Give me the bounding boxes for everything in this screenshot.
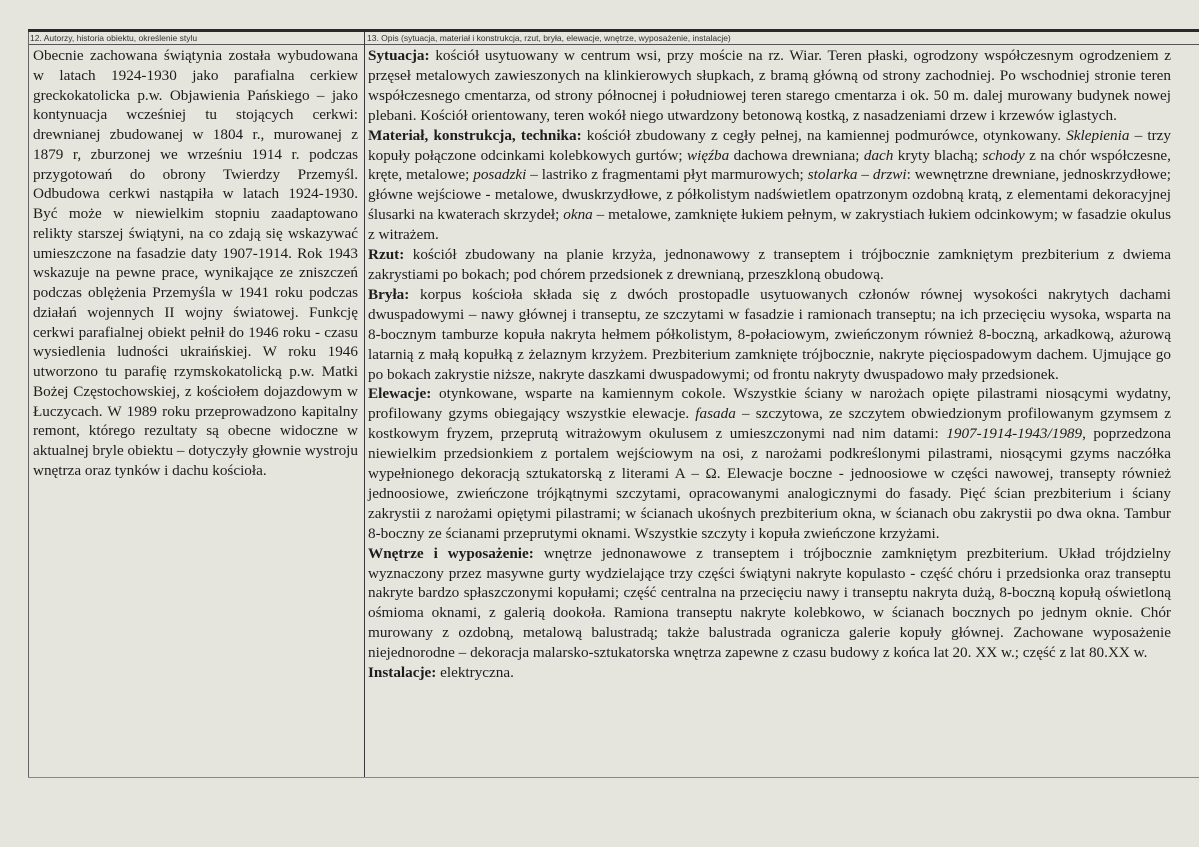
- material-text-2: – trzy kopuły połączone odcinkami kolebkowych gurtów;: [368, 126, 1171, 164]
- material-term-dach: dach: [863, 146, 894, 164]
- material-label: Materiał, konstrukcja, technika:: [368, 126, 582, 144]
- rzut-text: kościół zbudowany na planie krzyża, jednonawowy z transeptem i trójbocznie zamkniętym prezbiterium z dwiema zakrystiami po bokach; pod chórem przedsionek z drewnianą, przeszkloną obudową.: [368, 246, 1171, 283]
- sytuacja-label: Sytuacja:: [368, 47, 430, 64]
- bryla-text: korpus kościoła składa się z dwóch prostopadle usytuowanych członów równej wysokości nakrytych dachami dwuspadowymi – nawy głównej i transeptu, ze szczytami w fasadzie i ramionach transeptu; na ich przecięciu wysoka, wsparta na 8-bocznym tamburze kopuła nakryta hełmem półkolistym, 8-połaciowym, zwieńczonym również 8-boczną, arkadkową, ażurową latarnią z małą kopułką z żelaznym krzyżem. Prezbiterium zamknięte trójbocznie, nakryte pięciospadowym dachem. Ujmujące go po bokach zakrystie niższe, nakryte daszkami dwuspadowymi; od frontu nakryty dwuspadowo mały przedsionek.: [368, 285, 1171, 383]
- wnetrze-label: Wnętrze i wyposażenie:: [368, 544, 534, 562]
- material-term-okna: okna: [563, 206, 593, 224]
- history-text: Obecnie zachowana świątynia została wybudowana w latach 1924-1930 jako parafialna cerkiew greckokatolicka p.w. Objawienia Pańskiego – jako kontynuacja wcześniej tu stojących cerkwi: drewnianej zbudowanej w 1804 r., murowanej z 1879 r, zburzonej we wrześniu 1914 r. podczas przygotowań do obrony Twierdzy Przemyśl. Odbudowa cerkwi nastąpiła w latach 1924-1930. Być może w niewielkim stopniu zaadaptowano relikty starszej świątyni, na co zdają się wskazywać umieszczone na fasadzie daty 1907-1914. Rok 1943 wskazuje na pewne prace, wynikające ze zniszczeń podczas oblężenia Przemyśla w 1941 roku podczas działań wojennych II wojny światowej. Funkcję cerkwi parafialnej obiekt pełnił do 1946 roku - czasu wysiedlenia ludności ukraińskiej. W roku 1946 utworzono tu parafię rzymskokatolicką p.w. Matki Bożej Częstochowskiej, z kościołem dojazdowym w Łuczycach. W 1989 roku przeprowadzono kapitalny remont, którego rezultaty są obecne widoczne w aktualnej bryle obiektu – dotyczyły głownie wystroju wnętrza oraz tynków i dachu kościoła.: [33, 47, 358, 479]
- material-term-wiezba: więźba: [686, 146, 730, 164]
- rzut-label: Rzut:: [368, 246, 405, 264]
- elewacje-term-fasada: fasada: [695, 405, 736, 423]
- instalacje-text: elektryczna.: [436, 664, 514, 682]
- material-text-7: : wewnętrzne drewniane, jednoskrzydłowe; główne wejściowe - metalowe, dwuskrzydłowe, z półkolistym nadświetlem opatrzonym ozdobną kratą, z elementami dekoracyjnej ślusarki na kwaterach skrzydeł;: [368, 166, 1171, 224]
- elewacje-text-2: – szczytowa, ze szczytem obwiedzionym profilowanym gzymsem z kostkowym fryzem, przeprutą witrażowym okulusem z umieszczonymi nad nim datami:: [368, 405, 1171, 443]
- left-border: [28, 32, 29, 777]
- history-column: [33, 46, 358, 481]
- description-column: [368, 46, 1171, 683]
- elewacje-label: Elewacje:: [368, 385, 432, 403]
- section-elewacje: [368, 384, 1171, 543]
- left-column-header: 12. Autorzy, historia obiektu, określenie stylu: [30, 33, 198, 43]
- bryla-label: Bryła:: [368, 285, 410, 303]
- material-text-6: – lastriko z fragmentami płyt marmurowych;: [526, 166, 808, 184]
- section-bryla: [368, 285, 1171, 385]
- right-column-header: 13. Opis (sytuacja, materiał i konstrukcja, rzut, bryła, elewacje, wnętrze, wyposażenie, instalacje): [367, 33, 731, 43]
- section-instalacje: [368, 663, 1171, 683]
- wnetrze-text: wnętrze jednonawowe z transeptem i trójbocznie zamkniętym prezbiterium. Układ trójdzielny wyznaczony przez masywne gurty wydzielające trzy części świątyni nakryte kopulasto - część chóru i przedsionka oraz transeptu nakryte bardzo spłaszczonymi kopułami; część centralna na przecięciu nawy i transeptu nakryta dużą, 8-boczną kopułą oświetloną ośmioma oknami, z galerią dookoła. Ramiona transeptu nakryte kolebkowo, w ścianach bocznych po jednym oknie. Chór murowany z ozdobną, metalową balustradą; także balustrada ogranicza galerie kopuły głównej. Zachowane wyposażenie niejednorodne – dekoracja malarsko-sztukatorska wnętrza zapewne z czasu budowy z końca lat 20. XX w.; część z lat 80.XX w.: [368, 544, 1171, 662]
- material-term-schody: schody: [982, 146, 1025, 164]
- section-material: [368, 126, 1171, 245]
- material-text-8: – metalowe, zamknięte łukiem pełnym, w zakrystiach łukiem odcinkowym; w fasadzie okulus z witrażem.: [368, 206, 1171, 244]
- section-rzut: [368, 245, 1171, 285]
- material-term-stolarka: stolarka – drzwi: [807, 166, 907, 184]
- elewacje-text-1: otynkowane, wsparte na kamiennym cokole. Wszystkie ściany w narożach opięte pilastrami niosącymi wydatny, profilowany gzyms obiegający wszystkie elewacje.: [368, 385, 1171, 423]
- column-divider: [364, 32, 365, 777]
- section-wnetrze: [368, 544, 1171, 663]
- material-text-3: dachowa drewniana;: [729, 146, 864, 164]
- header-divider: [28, 44, 1199, 45]
- elewacje-text-3: , poprzedzona niewielkim przedsionkiem z portalem wejściowym na osi, z narożami podkreślonymi pilastrami, niosącymi gzyms naczółka wypełnionego dekoracją sztukatorską z literami A – Ω. Elewacje boczne - jednoosiowe w części nawowej, transepty również jednoosiowe, zwieńczone trójkątnymi szczytami, opracowanymi analogicznymi do fasady. Pięć ścian prezbiterium i ściany zakrystii z narożami opiętymi pilastrami; w ścianach ukośnych prezbiterium okna, w ścianach obu zakrystii po dwa okna. Tambur 8-boczny ze ścianami przeprutymi oknami. Wszystkie szczyty i kopuła zwieńczone krzyżami.: [368, 425, 1172, 542]
- material-term-sklepienia: Sklepienia: [1066, 126, 1130, 144]
- material-text-5: z na chór współczesne, kręte, metalowe;: [368, 146, 1171, 184]
- material-term-posadzki: posadzki: [473, 166, 527, 184]
- instalacje-label: Instalacje:: [368, 664, 437, 682]
- elewacje-dates: 1907-1914-1943/1989: [946, 425, 1083, 443]
- section-sytuacja: [368, 46, 1171, 126]
- bottom-border: [28, 777, 1199, 778]
- material-text-4: kryty blachą;: [893, 146, 983, 164]
- material-text-1: kościół zbudowany z cegły pełnej, na kamiennej podmurówce, otynkowany.: [581, 126, 1067, 144]
- sytuacja-text: kościół usytuowany w centrum wsi, przy moście na rz. Wiar. Teren płaski, ogrodzony współczesnym ogrodzeniem z przęseł metalowych zawieszonych na klinkierowych słupkach, z bramą główną od strony zachodniej. Po wschodniej stronie teren współczesnego cmentarza, od strony północnej i południowej teren starego cmentarza i ok. 50 m. dalej murowany budynek nowej plebani. Kościół orientowany, teren wokół niego utwardzony betonową kostką, z nasadzeniami drzew i krzewów iglastych.: [368, 47, 1171, 124]
